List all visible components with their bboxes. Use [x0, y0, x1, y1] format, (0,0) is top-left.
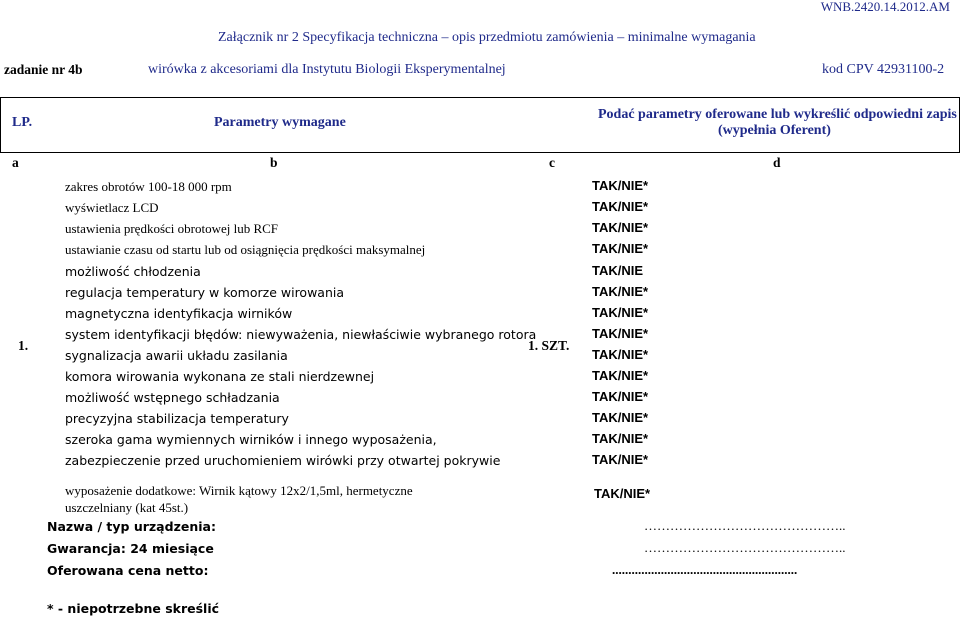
parameter-text: precyzyjna stabilizacja temperatury: [65, 411, 289, 426]
parameter-text: możliwość chłodzenia: [65, 264, 201, 279]
parameter-answer: TAK/NIE*: [592, 410, 649, 425]
document-reference: WNB.2420.14.2012.AM: [820, 0, 950, 14]
parameter-text: ustawienia prędkości obrotowej lub RCF: [65, 221, 279, 236]
column-letter-d: d: [773, 155, 781, 170]
parameter-text: sygnalizacja awarii układu zasilania: [65, 348, 288, 363]
parameter-answer: TAK/NIE*: [592, 368, 649, 383]
row-number: 1.: [18, 338, 29, 353]
parameter-answer: TAK/NIE*: [592, 431, 649, 446]
parameter-text: szeroka gama wymiennych wirników i innego wyposażenia,: [65, 432, 437, 447]
device-name-label: Nazwa / typ urządzenia:: [47, 519, 216, 534]
parameter-text: zakres obrotów 100-18 000 rpm: [65, 179, 232, 194]
parameter-text: wyświetlacz LCD: [65, 200, 159, 215]
parameter-answer: TAK/NIE*: [592, 305, 649, 320]
parameter-answer: TAK/NIE*: [592, 452, 649, 467]
parameter-text: komora wirowania wykonana ze stali nierdzewnej: [65, 369, 375, 384]
parameter-answer: TAK/NIE*: [592, 220, 649, 235]
parameter-text: zabezpieczenie przed uruchomieniem wirówki przy otwartej pokrywie: [65, 453, 501, 468]
attachment-title: Załącznik nr 2 Specyfikacja techniczna – opis przedmiotu zamówienia – minimalne wymagania: [218, 30, 756, 45]
parameter-answer: TAK/NIE: [592, 263, 644, 278]
parameter-text: regulacja temperatury w komorze wirowania: [65, 285, 345, 300]
column-letter-c: c: [549, 155, 555, 170]
price-label: Oferowana cena netto:: [47, 563, 209, 578]
column-letter-b: b: [270, 155, 278, 170]
parameter-answer: TAK/NIE*: [592, 347, 649, 362]
row-quantity: 1. SZT.: [528, 338, 570, 353]
accessory-line-2: uszczelniany (kat 45st.): [65, 500, 189, 515]
parameter-text: możliwość wstępnego schładzania: [65, 390, 280, 405]
warranty-label: Gwarancja: 24 miesiące: [47, 541, 214, 556]
parameter-answer: TAK/NIE*: [592, 284, 649, 299]
accessory-answer: TAK/NIE*: [594, 486, 651, 501]
price-field[interactable]: .........................................................: [612, 562, 798, 577]
column-letter-a: a: [12, 155, 19, 170]
footnote: * - niepotrzebne skreślić: [47, 601, 220, 616]
parameter-answer: TAK/NIE*: [592, 178, 649, 193]
parameter-text: ustawianie czasu od startu lub od osiągnięcia prędkości maksymalnej: [65, 242, 426, 257]
parameter-answer: TAK/NIE*: [592, 199, 649, 214]
task-number: zadanie nr 4b: [4, 62, 83, 77]
parameter-answer: TAK/NIE*: [592, 241, 649, 256]
header-lp: LP.: [12, 115, 33, 130]
task-description: wirówka z akcesoriami dla Instytutu Biologii Eksperymentalnej: [148, 62, 506, 77]
device-name-field[interactable]: ………………………………………..: [644, 518, 846, 533]
cpv-code: kod CPV 42931100-2: [822, 62, 945, 77]
parameter-text: system identyfikacji błędów: niewyważenia, niewłaściwie wybranego rotora: [65, 327, 537, 342]
parameter-text: magnetyczna identyfikacja wirników: [65, 306, 293, 321]
parameter-answer: TAK/NIE*: [592, 326, 649, 341]
header-offer-line1: Podać parametry oferowane lub wykreślić odpowiedni zapis: [598, 107, 957, 122]
warranty-field[interactable]: ………………………………………..: [644, 540, 846, 555]
header-offer-line2: (wypełnia Oferent): [718, 123, 831, 138]
accessory-line-1: wyposażenie dodatkowe: Wirnik kątowy 12x2/1,5ml, hermetyczne: [65, 483, 413, 498]
header-params: Parametry wymagane: [214, 115, 346, 130]
parameter-answer: TAK/NIE*: [592, 389, 649, 404]
